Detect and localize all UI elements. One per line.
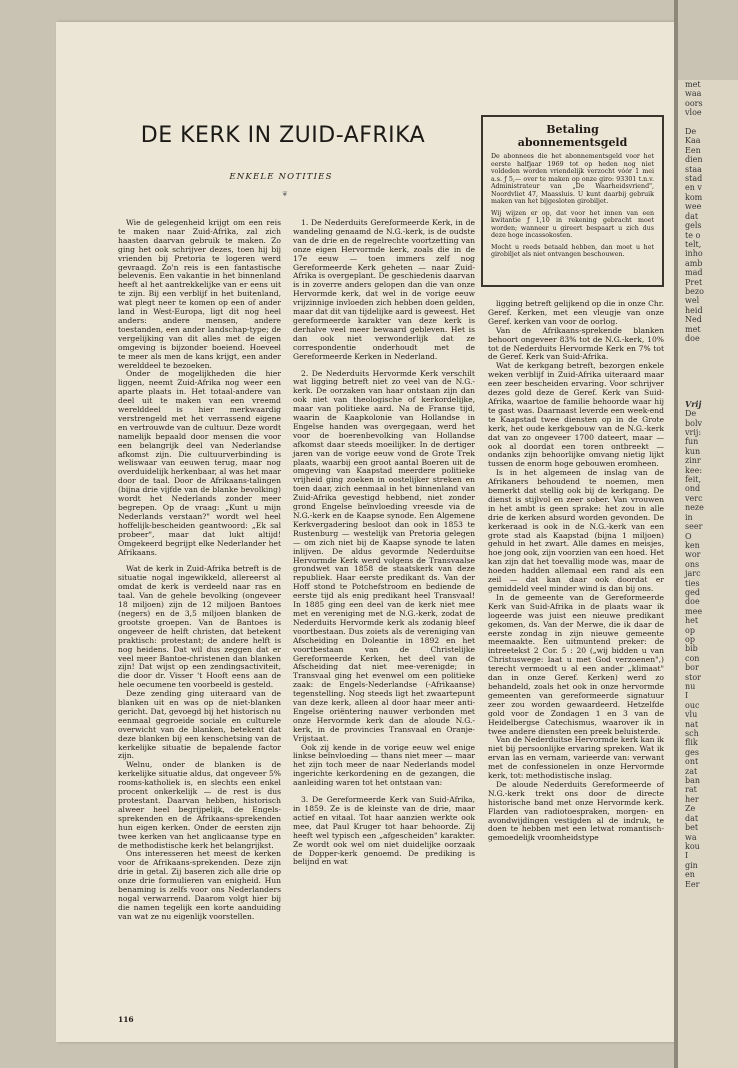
paragraph: Wie de gelegenheid krijgt om een reis te maken naar Zuid-Afrika, zal zich haasten daarvan gebruik te maken. Zo ging het ook schrijver dezes, toen hij bij vrienden bij Pretoria te logeren werd gevraagd. Zo'n reis is een fantastische belevenis. Een vakantie in het binnenland heeft al het aantrekkelijke van er eens uit te zijn. Bij een verblijf in het buitenland, wat plegt neer te komen op een of ander land in West-Europa, ligt dit nog heel anders: andere mensen, andere toestanden, een ander landschap-type; de vergelijking van dit alles met de eigen omgeving is bijzonder boeiend. Hoeveel te meer als men de kans krijgt, een ander werelddeel te bezoeken. xyxy=(118,218,281,370)
next-page-line: seer xyxy=(685,522,703,532)
next-page-line: neze xyxy=(685,503,704,513)
next-page-line: wor xyxy=(685,550,701,560)
next-page-line: her xyxy=(685,794,699,804)
paragraph: Van de Nederduitse Hervormde kerk kan ik niet bij persoonlijke ervaring spreken. Wat ik ervan las en vernam, varieerde van: verwant met de confessionelen in onze Hervormde kerk, tot: methodistische inslag. xyxy=(488,735,664,781)
next-page-line: inho xyxy=(685,249,703,259)
next-page-line: vrij: xyxy=(685,428,702,438)
next-page-line: jarc xyxy=(685,569,701,579)
article-subtitle: ENKELE NOTITIES xyxy=(229,172,333,182)
next-page-line: telt, xyxy=(685,239,702,249)
next-page-line: I xyxy=(685,691,689,701)
next-page-line: en xyxy=(685,870,695,880)
next-page-line xyxy=(678,381,738,390)
payment-notice-box xyxy=(481,115,664,287)
next-page-line: met xyxy=(685,324,701,334)
next-page-line: flik xyxy=(685,738,698,748)
next-page-line: vloe xyxy=(685,108,702,118)
magazine-page xyxy=(56,22,674,1042)
next-page-line xyxy=(678,353,738,362)
next-page-line: kee: xyxy=(685,465,703,475)
next-page-line: oors xyxy=(685,98,703,108)
next-page-line: dat xyxy=(685,211,699,221)
next-page-line: op xyxy=(685,625,695,635)
next-page-line: bezo xyxy=(685,286,704,296)
next-page-line: kun xyxy=(685,446,701,456)
page-number: 116 xyxy=(118,1015,134,1024)
next-page-line: vlu xyxy=(685,710,698,720)
next-page-line: en v xyxy=(685,183,702,193)
next-page-line: doe xyxy=(685,597,700,607)
next-page-line: O xyxy=(685,531,692,541)
next-page-line: waa xyxy=(685,89,702,99)
next-page-line: nat xyxy=(685,719,699,729)
next-page-line xyxy=(678,343,738,352)
next-page-line: stad xyxy=(685,174,703,184)
next-page-line: I xyxy=(685,851,689,861)
next-page-line: gels xyxy=(685,221,702,231)
next-page-line: gin xyxy=(685,860,698,870)
paragraph: De aloude Nederduits Gereformeerde of N.G.-kerk trekt ons door de directe historische band met onze Hervormde kerk. Flarden van radiotoespraken, morgen- en avondwijdingen vestigden al de indruk, te doen te hebben met een letwat romantisch-gemoedelijk vroomheidstype xyxy=(488,779,664,843)
paragraph: Onder de mogelijkheden die hier liggen, neemt Zuid-Afrika nog weer een aparte plaats in. Het totaal-andere van deel uit te maken van een vreemd werelddeel is hier merkwaardig verstrengeld met het verrassend eigene en vertrouwde van de cultuur. Deze wordt namelijk bepaald door mensen die voor een belangrijk deel van Nederlandse afkomst zijn. Die cultuurverbinding is weliswaar van eeuwen terug, maar nog overduidelijk herkenbaar, al was het maar door de taal. Door de Afrikaans-talingen (bijna drie vijfde van de blanke bevolking) wordt het Nederlands zonder meer begrepen. Op de vraag: „Kunt u mijn Nederlands verstaan?" wordt wel heel hoffelijk-bescheiden geantwoord: „Ek sal probeer", maar dat lukt altijd! Omgekeerd begrijpt elke Nederlander het Afrikaans. xyxy=(118,369,281,557)
next-page-line: mad xyxy=(685,268,703,278)
paragraph: Wat de kerk in Zuid-Afrika betreft is de situatie nogal ingewikkeld, allereerst al omdat de kerk is verdeeld naar ras en taal. Van de gehele bevolking (ongeveer 18 miljoen) zijn de 12 miljoen Bantoes (negers) en de 3,5 miljoen blanken de grootste groepen. Van de Bantoes is ongeveer de helft christen, dat betekent praktisch: protestant; de andere helft is nog heidens. Dat wil dus zeggen dat er veel meer Bantoe-christenen dan blanken zijn! Dat wijst op een zendingsactiviteit, die door dr. Visser 't Hooft eens aan de hele oecumene ten voorbeeld is gesteld. xyxy=(118,564,281,690)
next-page-line: zat xyxy=(685,766,698,776)
paragraph: 2. De Nederduits Hervormde Kerk verschilt wat ligging betreft niet zo veel van de N.G.-kerk. De oorzaken van haar ontstaan zijn dan ook niet van theologische of kerkordelijke, maar van politieke aard. Na de Franse tijd, waarin de Kaapkolonie van Hollandse in Engelse handen was overgegaan, werd het voor de boerenbevolking van Hollandse afkomst daar steeds moeilijker. In de dertiger jaren van de vorige eeuw vond de Grote Trek plaats, waarbij een groot aantal Boeren uit de omgeving van Kaapstad meerdere politieke vrijheid ging zoeken in oostelijker streken en toen daar, zich eenmaal in het binnenland van Zuid-Afrika gevestigd hebbend, niet zonder grond Engelse beïnvloeding vreesde via de N.G.-kerk en de Kaapse synode. Een Algemene Kerkvergadering besloot dan ook in 1853 te Rustenburg — westelijk van Pretoria gelegen — om zich niet bij de Kaapse synode te laten inlijven. De aldus gevormde Nederduitse Hervormde Kerk werd volgens de Transvaalse grondwet van 1858 de staatskerk van deze republiek. Haar eerste predikant ds. Van der Hoff stond te Potchefstroom en bediende de eerste tijd als enig predikant heel Transvaal! In 1885 ging een deel van de kerk niet mee met en vereniging met de N.G.-kerk, zodat de Nederduits Hervormde kerk als zodanig bleef voortbestaan. Dus zoiets als de vereniging van Afscheiding en Doleantie in 1892 en het voortbestaan van de Christelijke Gereformeerde Kerken, het deel van de Afscheiding dat niet mee-verenigde; in Transvaal ging het evenwel om een politieke zaak: de Engels-Nederlandse (-Afrikaanse) tegenstelling. Nog steeds ligt het zwaartepunt van deze kerk, alleen al door haar meer anti-Engelse oriëntering nauwer verbonden met onze Hervormde kerk dan de aloude N.G.-kerk, in de provincies Transvaal en Oranje-Vrijstaat. xyxy=(293,368,475,743)
paragraph: ligging betreft gelijkend op die in onze Chr. Geref. Kerken, met een vleugje van onze Geref. kerken van voor de oorlog. xyxy=(488,299,664,326)
paragraph: 1. De Nederduits Gereformeerde Kerk, in de wandeling genaamd de N.G.-kerk, is de oudste van de drie en de regelrechte voortzetting van onze eigen Hervormde kerk, zoals die in de 17e eeuw — toen immers zelf nog Gereformeerde Kerk geheten — naar Zuid-Afrika is overgeplant. De geschiedenis daarvan is in zoverre anders gelopen dan die van onze Hervormde kerk, dat wel in de vorige eeuw vrijzinnige invloeden zich hebben doen gelden, maar dat dit van tijdelijke aard is geweest. Het gereformeerde karakter van deze kerk is derhalve veel meer bewaard gebleven. Het is dan ook niet verwonderlijk dat ze correspondentie onderhoudt met de Gereformeerde Kerken in Nederland. xyxy=(293,218,475,361)
paragraph: Wat de kerkgang betreft, bezorgen enkele weken verblijf in Zuid-Afrika uiteraard maar een zeer bescheiden ervaring. Voor schrijver dezes gold deze de Geref. Kerk van Suid-Afrika, waartoe de familie behoorde waar hij te gast was. Daarnaast leverde een week-end te Kaapstad twee diensten op in de Grote kerk, het oude kerkgebouw van de N.G.-kerk dat van zo ongeveer 1700 dateert, maar — ook al doordat een toren ontbreekt — ondanks zijn behoorlijke omvang nietig lijkt tussen de enorm hoge gebouwen eromheen. xyxy=(488,361,664,469)
next-page-line: bib xyxy=(685,644,698,654)
next-page-line: ons xyxy=(685,559,700,569)
next-page-fragment xyxy=(678,80,738,1068)
next-page-line: dat xyxy=(685,813,699,823)
notice-paragraph: Mocht u reeds betaald hebben, dan moet u het girobiljet als niet ontvangen beschouwen. xyxy=(491,243,654,258)
next-page-line: ond xyxy=(685,484,701,494)
next-page-line: ont xyxy=(685,757,699,767)
next-page-line xyxy=(678,362,738,371)
next-page-line: het xyxy=(685,616,699,626)
next-page-line: bolv xyxy=(685,418,703,428)
next-page-line: bor xyxy=(685,663,699,673)
next-page-line: in xyxy=(685,512,693,522)
next-page-line: Ned xyxy=(685,315,702,325)
next-page-line: De xyxy=(685,409,697,419)
next-page-line: Vrij xyxy=(685,398,702,409)
next-page-line: wee xyxy=(685,202,702,212)
paragraph: In de gemeente van de Gereformeerde Kerk van Suid-Afrika in de plaats waar ik logeerde was juist een nieuwe predikant gekomen, ds. Van der Merwe, die ik daar de eerste zondag in zijn nieuwe gemeente meemaakte. Een uitmuntend preker: de intreetekst 2 Cor. 5 : 20 („wij bidden u van Christuswege: laat u met God verzoenen",) terecht vermoedt u al een ander „klimaat" dan in onze Geref. Kerken) werd zo behandeld, zoals het ook in onze hervormde gemeenten van gereformeerde signatuur zeer zou worden gewaardeerd. Hetzelfde gold voor de Zondagen 1 en 3 van de Heidelbergse Catechismus, waarover ik in twee andere diensten een preek beluisterde. xyxy=(488,592,664,736)
next-page-line: met xyxy=(685,80,701,89)
next-page-line: heid xyxy=(685,305,703,315)
next-page-line: Pret xyxy=(685,277,703,287)
next-page-line: ouc xyxy=(685,700,700,710)
next-page-line: wel xyxy=(685,296,700,306)
next-page-line: con xyxy=(685,653,700,663)
next-page-line: ties xyxy=(685,578,700,588)
next-page-line: De xyxy=(685,127,697,137)
column-1 xyxy=(118,219,281,922)
next-page-line: ged xyxy=(685,587,700,597)
next-page-line: kom xyxy=(685,192,703,202)
paragraph: Is in het algemeen de inslag van de Afrikaners behoudend te noemen, men bemerkt dat stellig ook bij de kerkgang. De dienst is stijlvol en zeer sober. Van vrouwen in het ambt is geen sprake: het zou in alle drie de kerken absurd worden gevonden. De kerkeraad is ook in de N.G.-kerk van een grote stad als Kaapstad (bijna 1 miljoen) gehuld in het zwart. Alle dames en meisjes, hoe jong ook, zijn voorzien van een hoed. Het kan zijn dat het toevallig mode was, maar de hoeden hadden allemaal een rand als een zeil — dat kan daar ook doordat er gemiddeld veel minder wind is dan bij ons. xyxy=(488,468,664,593)
next-page-line: staa xyxy=(685,164,702,174)
ornament-icon: ❦ xyxy=(282,190,288,198)
next-page-line xyxy=(678,118,738,127)
paragraph: 3. De Gereformeerde Kerk van Suid-Afrika, in 1859. Ze is de kleinste van de drie, maar actief en vitaal. Tot haar aanzien werkte ook mee, dat Paul Kruger tot haar behoorde. Zij heeft wel typisch een „afgescheiden" karakter. Ze wordt ook wel om niet duidelijke oorzaak de Dopper-kerk genoemd. De prediking is belijnd en wat xyxy=(293,795,475,867)
next-page-line: te o xyxy=(685,230,701,240)
next-page-line: bet xyxy=(685,823,699,833)
column-3 xyxy=(488,300,664,843)
next-page-line: wa xyxy=(685,832,697,842)
column-2 xyxy=(293,219,475,867)
next-page-line: doe xyxy=(685,333,700,343)
next-page-line: rat xyxy=(685,785,697,795)
next-page-line: verc xyxy=(685,493,703,503)
next-page-line: sch xyxy=(685,729,699,739)
next-page-line: ken xyxy=(685,540,700,550)
paragraph: Ons interesseren het meest de kerken voor de Afrikaans-sprekenden. Deze zijn drie in getal. Zij baseren zich alle drie op onze drie formulieren van enigheid. Hun benaming is zelfs voor ons Nederlanders nogal verwarrend. Daarom volgt hier bij die namen tegelijk een korte aanduiding van wat ze nu eigenlijk voorstellen. xyxy=(118,849,281,921)
next-page-line: Ze xyxy=(685,804,696,814)
paragraph: Deze zending ging uiteraard van de blanken uit en was op de niet-blanken gericht. Dat, gevoegd bij het historisch nu eenmaal gegroeide sociale en culturele overwicht van de blanken, betekent dat deze blanken bij een kenschetsing van de kerkelijke situatie de bepalende factor zijn. xyxy=(118,689,281,761)
next-page-line: dien xyxy=(685,155,703,165)
next-page-line: zinr xyxy=(685,456,701,466)
paragraph: Van de Afrikaans-sprekende blanken behoort ongeveer 83% tot de N.G.-kerk, 10% tot de Nederduits Hervormde Kerk en 7% tot de Geref. Kerk van Suid-Afrika. xyxy=(488,325,664,362)
next-page-line xyxy=(678,372,738,381)
next-page-line: fun xyxy=(685,437,699,447)
notice-heading xyxy=(491,123,654,149)
paragraph: Welnu, onder de blanken is de kerkelijke situatie aldus, dat ongeveer 5% rooms-katholiek is, en slechts een enkel procent onkerkelijk — de rest is dus protestant. Daarvan hebben, historisch alweer heel begrijpelijk, de Engels-sprekenden en de Afrikaans-sprekenden hun eigen kerken. Onder de eersten zijn twee kerken van het anglicaanse type en de methodistische kerk het belangrijkst. xyxy=(118,760,281,850)
notice-paragraph: Wij wijzen er op, dat voor het innen van een kwitantie ƒ 1,10 in rekening gebracht moet worden; wanneer u gireert bespaart u zich dus deze hoge incassokosten. xyxy=(491,209,654,239)
next-page-line: nu xyxy=(685,682,696,691)
notice-paragraph: De abonnees die het abonnementsgeld voor het eerste halfjaar 1969 tot op heden nog niet voldeden worden vriendelijk verzocht vóór 1 mei a.s. ƒ 5,— over te maken op onze giro: 93301 t.n.v. Administrateur van „De Waarheidsvriend", Noordvliet 47, Maassluis. U kunt daarbij gebruik maken van het bijgesloten girobiljet. xyxy=(491,153,654,205)
next-page-line: ges xyxy=(685,747,699,757)
next-page-line: Kaa xyxy=(685,136,701,146)
next-page-line: amb xyxy=(685,258,703,268)
next-page-line: Een xyxy=(685,145,701,155)
article-title: DE KERK IN ZUID-AFRIKA xyxy=(140,123,426,148)
next-page-line: kou xyxy=(685,841,700,851)
next-page-line: stor xyxy=(685,672,701,682)
notice-heading-line1: Betaling xyxy=(546,123,599,136)
next-page-line: op xyxy=(685,634,695,644)
paragraph: Ook zij kende in de vorige eeuw wel enige linkse beïnvloeding — thans niet meer — maar het zijn toch meer de naar Nederlands model ingerichte kerkordening en de gezangen, die aanleiding waren tot het ontstaan van: xyxy=(293,742,475,788)
next-page-line: Eer xyxy=(685,879,700,889)
notice-heading-line2: abonnementsgeld xyxy=(517,136,628,149)
next-page-line: mee xyxy=(685,606,703,616)
next-page-line: feit, xyxy=(685,475,702,485)
next-page-line: ban xyxy=(685,776,701,786)
